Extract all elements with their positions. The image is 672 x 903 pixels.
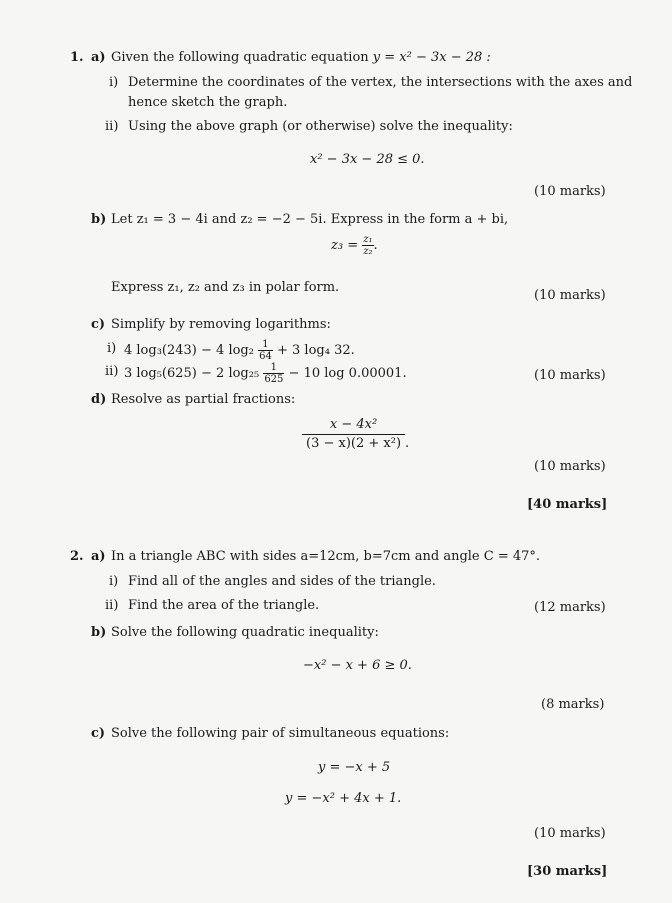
q1b-label: b) <box>91 212 107 227</box>
q1d-fraction-wrap <box>302 416 409 453</box>
q1b-z3-numerator: z₁ <box>363 234 373 245</box>
q1-number: 1. <box>70 50 84 65</box>
q2a-text: In a triangle ABC with sides a=12cm, b=7cm and angle C = 47°. <box>111 549 541 564</box>
q1b-z3-fraction <box>362 234 373 257</box>
q1d-label: d) <box>91 392 107 407</box>
q1c-marks: (10 marks) <box>534 368 606 383</box>
q2c-text: Solve the following pair of simultaneous equations: <box>111 726 450 741</box>
q1cii-frac-den: 625 <box>264 374 284 385</box>
q2ai-text: Find all of the angles and sides of the triangle. <box>128 574 436 589</box>
q2-number: 2. <box>70 549 84 564</box>
q1-total-marks: [40 marks] <box>527 497 608 512</box>
q1a-equation: y = x² − 3x − 28 : <box>372 50 491 65</box>
q1ci-expr-a: 4 log₃(243) − 4 log₂ <box>124 343 254 358</box>
q1d-marks: (10 marks) <box>534 459 606 474</box>
q1cii-label: ii) <box>105 364 119 379</box>
q2c-marks: (10 marks) <box>534 826 606 841</box>
q2c-equation-2: y = −x² + 4x + 1. <box>285 791 402 806</box>
q1c-text: Simplify by removing logarithms: <box>111 317 331 332</box>
q2b-marks: (8 marks) <box>541 697 605 712</box>
q1d-denominator: (3 − x)(2 + x²) <box>306 436 402 451</box>
q1c-label: c) <box>91 317 106 332</box>
q2a-marks: (12 marks) <box>534 600 606 615</box>
q1b-text: z₁ = 3 − 4i and z₂ = −2 − 5i. Express in the form a + bi, <box>136 212 509 227</box>
q1ci-label: i) <box>107 341 117 356</box>
q1a-inequality: x² − 3x − 28 ≤ 0. <box>310 152 425 167</box>
q1a-marks: (10 marks) <box>534 184 606 199</box>
q1b-marks: (10 marks) <box>534 288 606 303</box>
q2b-text: Solve the following quadratic inequality: <box>111 625 379 640</box>
q1cii-expr-a: 3 log₅(625) − 2 log₂₅ <box>124 366 260 381</box>
q2a-label: a) <box>91 549 106 564</box>
q1ai-text-cont: hence sketch the graph. <box>128 95 288 110</box>
q1cii-expr-b: − 10 log 0.00001. <box>288 366 407 381</box>
q1b-z3-denominator: z₂ <box>363 246 373 257</box>
q1ci-frac-den: 64 <box>259 351 272 362</box>
q1d-text: Resolve as partial fractions: <box>111 392 296 407</box>
q1b-z3-period: . <box>373 238 378 253</box>
q1b-z3-lhs: z₃ = <box>331 238 359 253</box>
q2ai-label: i) <box>109 574 119 589</box>
q1d-numerator: x − 4x² <box>302 416 405 435</box>
q1cii-expression <box>124 362 407 385</box>
q2aii-label: ii) <box>105 598 119 613</box>
q2-total-marks: [30 marks] <box>527 864 608 879</box>
q1a-intro <box>111 50 491 65</box>
q2b-inequality: −x² − x + 6 ≥ 0. <box>303 658 412 673</box>
q1b-text-line <box>111 212 508 227</box>
q1a-label: a) <box>91 50 106 65</box>
q1ai-text: Determine the coordinates of the vertex, the intersections with the axes and <box>128 75 633 90</box>
q2c-label: c) <box>91 726 106 741</box>
q1ci-expr-b: + 3 log₄ 32. <box>276 343 355 358</box>
q1d-fraction <box>302 416 405 453</box>
q1b-z3-expression <box>331 234 378 257</box>
q1ai-label: i) <box>109 75 119 90</box>
q1cii-fraction <box>263 362 284 385</box>
q1ci-expression <box>124 339 355 362</box>
q1ci-fraction <box>258 339 273 362</box>
q1b-polar: Express z₁, z₂ and z₃ in polar form. <box>111 280 340 295</box>
q1a-intro-text: Given the following quadratic equation <box>111 50 369 65</box>
q1aii-text: Using the above graph (or otherwise) solve the inequality: <box>128 119 513 134</box>
q2aii-text: Find the area of the triangle. <box>128 598 320 613</box>
q2b-label: b) <box>91 625 107 640</box>
q1d-period: . <box>405 436 410 451</box>
q2c-equation-1: y = −x + 5 <box>318 760 391 775</box>
q1b-text-prefix: Let <box>111 212 133 227</box>
q1aii-label: ii) <box>105 119 119 134</box>
q1cii-frac-num: 1 <box>263 362 284 374</box>
q1ci-frac-num: 1 <box>258 339 273 351</box>
